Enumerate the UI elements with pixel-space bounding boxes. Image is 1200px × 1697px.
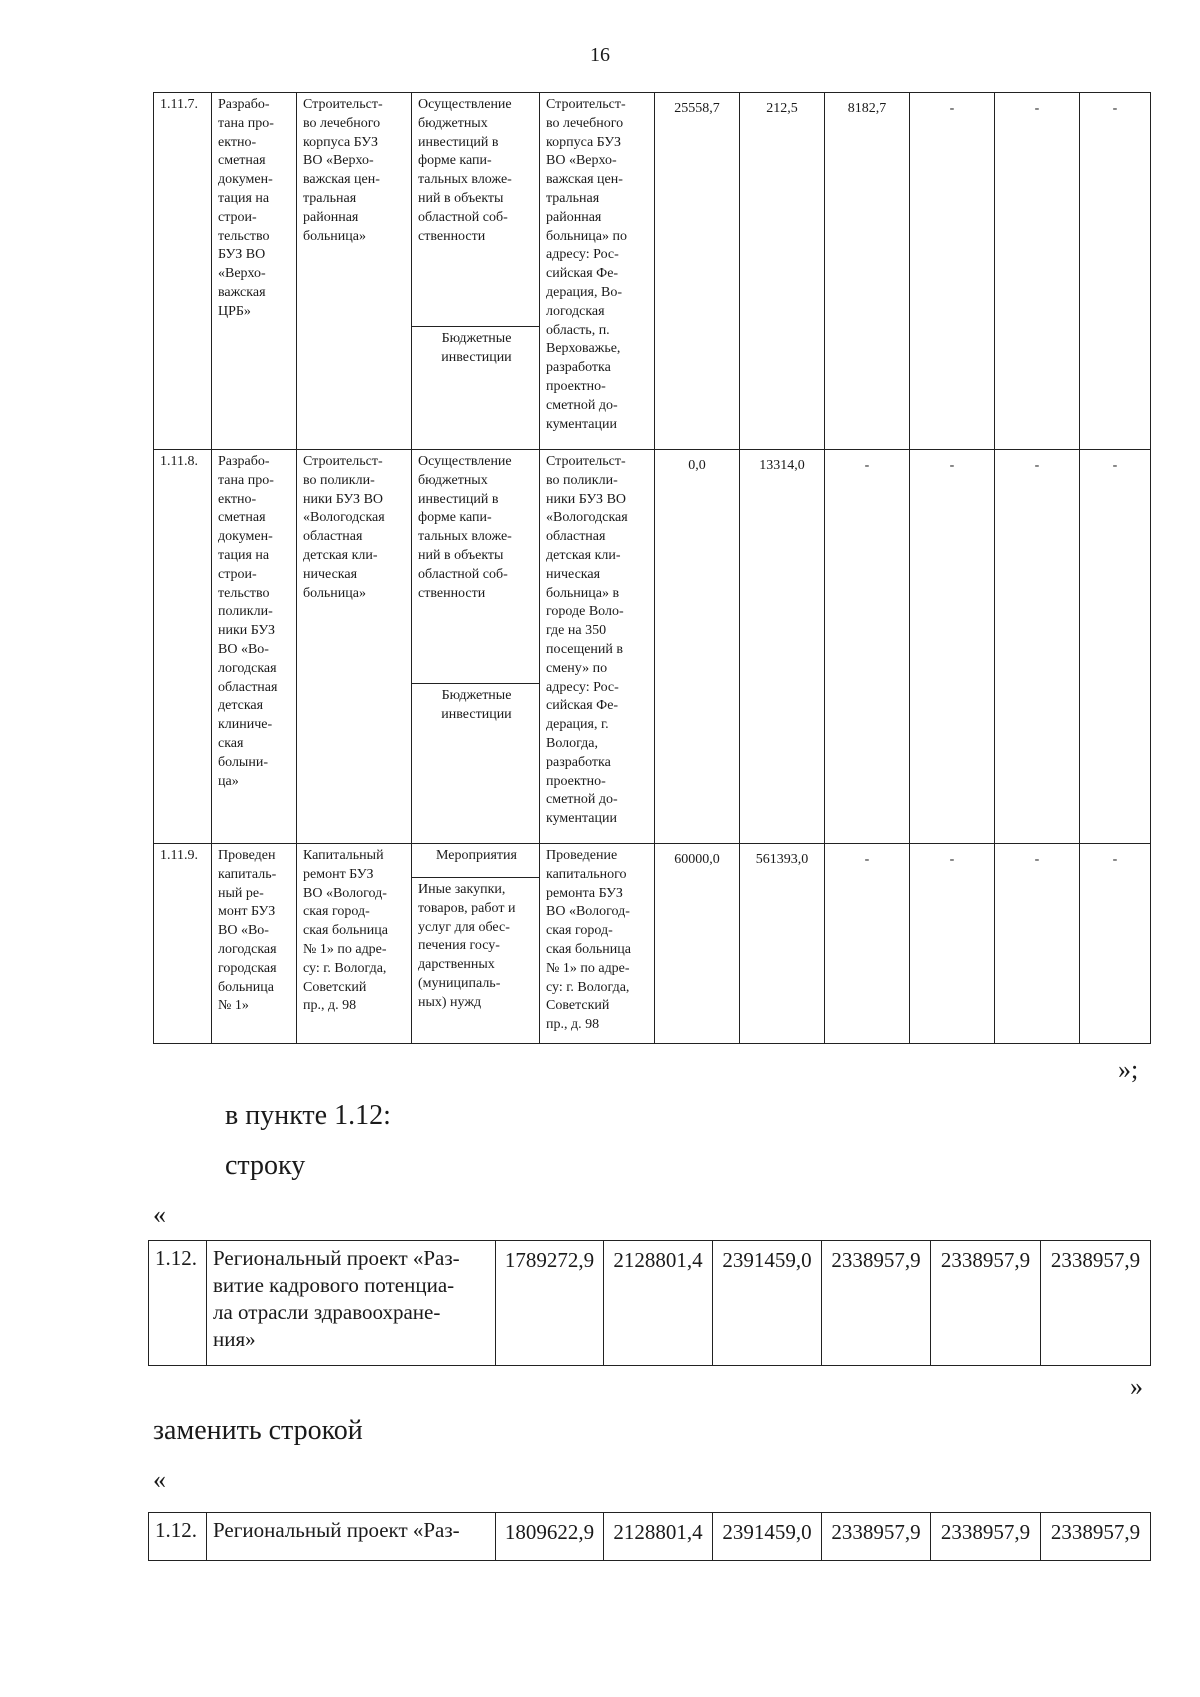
page-number: 16: [590, 44, 610, 66]
value-cell: 561393,0: [740, 844, 825, 1044]
row-number: 1.11.8.: [154, 450, 212, 844]
value-cell: 1789272,9: [496, 1241, 604, 1366]
value-cell: 2338957,9: [931, 1241, 1041, 1366]
value-cell: 60000,0: [655, 844, 740, 1044]
description-cell: Строительст- во лечебного корпуса БУЗ ВО «Верхо- важская цен- тральная районная больница» по адресу: Рос- сийская Фе- дерация, Во- логодская область, п. Верховажье, разработка проектно- сметной до- кументации: [540, 93, 655, 450]
value-cell: 212,5: [740, 93, 825, 450]
opening-quote: «: [153, 1465, 166, 1494]
value-cell: 1809622,9: [496, 1513, 604, 1561]
object-cell: Строительст- во лечебного корпуса БУЗ ВО «Верхо- важская цен- тральная районная больница»: [297, 93, 412, 450]
funding-type-top: Мероприятия: [412, 844, 539, 878]
row-number: 1.12.: [149, 1241, 207, 1366]
description-cell: Проведение капитального ремонта БУЗ ВО «Вологод- ская город- ская больница № 1» по адре- су: г. Вологда, Советский пр., д. 98: [540, 844, 655, 1044]
value-cell: 25558,7: [655, 93, 740, 450]
value-cell: 2391459,0: [713, 1513, 822, 1561]
value-cell: 2391459,0: [713, 1241, 822, 1366]
value-cell: -: [1080, 93, 1151, 450]
value-cell: -: [910, 450, 995, 844]
object-cell: Капитальный ремонт БУЗ ВО «Вологод- ская город- ская больница № 1» по адре- су: г. Вологда, Советский пр., д. 98: [297, 844, 412, 1044]
project-name: Региональный проект «Раз-: [207, 1513, 496, 1561]
value-cell: -: [995, 450, 1080, 844]
funding-type-bottom: Бюджетные инвестиции: [441, 331, 512, 365]
funding-type-cell: [412, 450, 540, 844]
measures-table: [153, 92, 1151, 1044]
value-cell: 2128801,4: [604, 1241, 713, 1366]
row-number: 1.12.: [149, 1513, 207, 1561]
table-row: [149, 1513, 1151, 1561]
value-cell: 8182,7: [825, 93, 910, 450]
value-cell: -: [1080, 450, 1151, 844]
value-cell: -: [995, 93, 1080, 450]
result-cell: Проведен капиталь- ный ре- монт БУЗ ВО «Во- логодская городская больница № 1»: [212, 844, 297, 1044]
result-cell: Разрабо- тана про- ектно- сметная докумен- тация на строи- тельство БУЗ ВО «Верхо- важская ЦРБ»: [212, 93, 297, 450]
closing-quote: »;: [1118, 1055, 1139, 1084]
old-row-table: [148, 1240, 1151, 1366]
funding-type-cell: [412, 93, 540, 450]
result-cell: Разрабо- тана про- ектно- сметная докумен- тация на строи- тельство поликли- ники БУЗ ВО «Во- логодская областная детская клиниче- ская болыни- ца»: [212, 450, 297, 844]
object-cell: Строительст- во поликли- ники БУЗ ВО «Вологодская областная детская кли- ническая больница»: [297, 450, 412, 844]
replace-label: заменить строкой: [153, 1415, 363, 1446]
value-cell: -: [910, 93, 995, 450]
row-number: 1.11.7.: [154, 93, 212, 450]
description-cell: Строительст- во поликли- ники БУЗ ВО «Вологодская областная детская кли- ническая больница» в городе Воло- где на 350 посещений в смену» по адресу: Рос- сийская Фе- дерация, г. Вологда, разработка проектно- сметной до- кументации: [540, 450, 655, 844]
row-number: 1.11.9.: [154, 844, 212, 1044]
value-cell: 2338957,9: [1041, 1241, 1151, 1366]
value-cell: -: [825, 450, 910, 844]
funding-type-top: Осуществление бюджетных инвестиций в форме капи- тальных вложе- ний в объекты областной соб- ственности: [412, 93, 539, 327]
opening-quote: «: [153, 1200, 166, 1229]
value-cell: -: [995, 844, 1080, 1044]
new-row-table: [148, 1512, 1151, 1561]
value-cell: 2338957,9: [822, 1241, 931, 1366]
table-row: [154, 93, 1151, 450]
value-cell: 2338957,9: [931, 1513, 1041, 1561]
table-row: [149, 1241, 1151, 1366]
funding-type-bottom: Бюджетные инвестиции: [441, 688, 512, 722]
value-cell: -: [910, 844, 995, 1044]
funding-type-bottom: Иные закупки, товаров, работ и услуг для обес- печения госу- дарственных (муниципаль- ных) нужд: [418, 882, 516, 1010]
value-cell: 0,0: [655, 450, 740, 844]
value-cell: 2338957,9: [1041, 1513, 1151, 1561]
closing-quote: »: [1130, 1372, 1143, 1401]
value-cell: -: [825, 844, 910, 1044]
table-row: [154, 844, 1151, 1044]
value-cell: 2338957,9: [822, 1513, 931, 1561]
value-cell: 13314,0: [740, 450, 825, 844]
funding-type-cell: [412, 844, 540, 1044]
item-reference: в пункте 1.12:: [225, 1100, 391, 1131]
value-cell: -: [1080, 844, 1151, 1044]
row-label: строку: [225, 1150, 306, 1181]
value-cell: 2128801,4: [604, 1513, 713, 1561]
funding-type-top: Осуществление бюджетных инвестиций в форме капи- тальных вложе- ний в объекты областной соб- ственности: [412, 450, 539, 684]
table-row: [154, 450, 1151, 844]
project-name: Региональный проект «Раз- витие кадрового потенциа- ла отрасли здравоохране- ния»: [207, 1241, 496, 1366]
